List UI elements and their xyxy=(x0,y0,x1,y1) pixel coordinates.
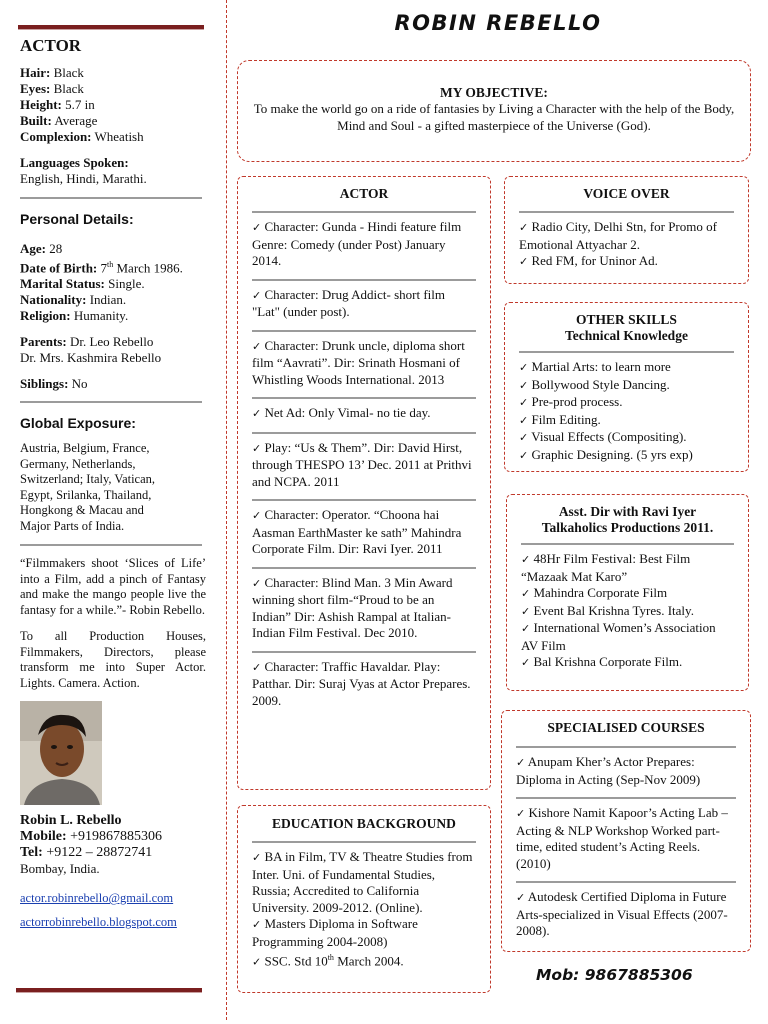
contact-block xyxy=(20,813,206,930)
divider xyxy=(252,397,476,399)
skills-title: OTHER SKILLS xyxy=(576,312,677,327)
divider xyxy=(516,797,736,799)
check-icon: ✓ xyxy=(252,221,262,234)
list-item: ✓ Net Ad: Only Vimal- no tie day. xyxy=(252,405,431,420)
list-item: ✓ Bollywood Style Dancing. xyxy=(519,376,670,392)
divider xyxy=(20,401,202,403)
list-item: ✓ Radio City, Delhi Stn, for Promo of Emotional Attyachar 2. xyxy=(519,219,717,252)
check-icon: ✓ xyxy=(252,955,262,969)
attr-eyes: Eyes: Black xyxy=(20,81,84,96)
quote: “Filmmakers shoot ‘Slices of Life’ into a Film, add a pinch of Fantasy and make the mango people live the fantasy for a while.”- Robin Rebello. xyxy=(20,556,206,617)
list-item: ✓ Anupam Kher’s Actor Prepares: Diploma in Acting (Sep-Nov 2009) xyxy=(516,754,701,787)
check-icon: ✓ xyxy=(521,656,531,669)
attr-complexion: Complexion: Wheatish xyxy=(20,129,144,144)
list-item: ✓ Character: Traffic Havaldar. Play: Patthar. Dir: Suraj Vyas at Actor Prepares. 2009. xyxy=(252,658,471,708)
contact-name: Robin L. Rebello xyxy=(20,813,122,829)
divider xyxy=(252,499,476,501)
list-item: ✓ Martial Arts: to learn more xyxy=(519,359,671,374)
asst-title: Asst. Dir with Ravi Iyer xyxy=(558,504,697,519)
divider xyxy=(516,881,736,883)
check-icon: ✓ xyxy=(521,622,531,635)
list-item: ✓ Character: Operator. “Choona hai Aasman EarthMaster ke sath” Mahindra Corporate Film. Dir: Ravi Iyer. 2011 xyxy=(252,507,462,556)
contact-city: Bombay, India. xyxy=(20,861,100,877)
check-icon: ✓ xyxy=(521,604,531,618)
blog-link[interactable]: actorrobinrebello.blogspot.com xyxy=(20,915,177,930)
check-icon: ✓ xyxy=(519,448,529,462)
list-item: ✓ Bal Krishna Corporate Film. xyxy=(521,654,683,669)
page-title: ROBIN REBELLO xyxy=(394,11,602,35)
divider xyxy=(252,211,476,213)
objective-box xyxy=(237,60,751,162)
divider xyxy=(20,544,202,546)
education-title: EDUCATION BACKGROUND xyxy=(272,816,456,831)
actor-box xyxy=(237,176,491,790)
list-item: ✓ 48Hr Film Festival: Best Film “Mazaak Mat Karo” xyxy=(521,551,691,584)
check-icon: ✓ xyxy=(519,255,529,268)
check-icon: ✓ xyxy=(252,441,262,455)
voice-over-title: VOICE OVER xyxy=(583,186,670,201)
physical-attributes xyxy=(20,65,206,145)
specialised-courses-box xyxy=(501,710,751,952)
list-item: ✓ Kishore Namit Kapoor’s Acting Lab – Acting & NLP Workshop Worked part-time, edited student’s Acting Reels. (2010) xyxy=(516,805,728,871)
objective-text: To make the world go on a ride of fantasies by Living a Character with the help of the Body, Mind and Soul - a gifted masterpiece of the Universe (God). xyxy=(253,101,735,133)
role-heading: ACTOR xyxy=(20,36,82,55)
divider xyxy=(252,567,476,569)
global-exposure-heading: Global Exposure: xyxy=(20,415,136,432)
check-icon: ✓ xyxy=(252,576,262,590)
personal-details-heading: Personal Details: xyxy=(20,211,134,227)
list-item: ✓ International Women’s Association AV Film xyxy=(521,620,716,653)
skills-subtitle: Technical Knowledge xyxy=(565,328,688,343)
attr-height: Height: 5.7 in xyxy=(20,97,95,112)
check-icon: ✓ xyxy=(519,431,529,444)
divider xyxy=(20,197,202,199)
list-item: ✓ Masters Diploma in Software Programming 2004-2008) xyxy=(252,916,418,949)
divider xyxy=(521,543,734,545)
check-icon: ✓ xyxy=(252,851,262,864)
list-item: ✓ Character: Drug Addict- short film "Lat" (under post). xyxy=(252,286,445,319)
global-exposure-list: Austria, Belgium, France, Germany, Netherlands, Switzerland; Italy, Vatican, Egypt, Srilanka, Thailand, Hongkong & Macau and Major Parts of India. xyxy=(20,441,156,533)
divider xyxy=(252,841,476,843)
check-icon: ✓ xyxy=(519,378,529,392)
sidebar xyxy=(0,0,227,1020)
check-icon: ✓ xyxy=(252,509,262,522)
voice-over-box xyxy=(504,176,749,284)
asst-director-box xyxy=(506,494,749,691)
check-icon: ✓ xyxy=(516,807,526,820)
divider xyxy=(252,651,476,653)
check-icon: ✓ xyxy=(519,396,529,409)
check-icon: ✓ xyxy=(521,553,531,566)
check-icon: ✓ xyxy=(521,587,531,600)
check-icon: ✓ xyxy=(519,361,529,374)
divider xyxy=(516,746,736,748)
list-item: ✓ Character: Gunda - Hindi feature film Genre: Comedy (under Post) January 2014. xyxy=(252,219,462,268)
check-icon: ✓ xyxy=(519,413,529,427)
list-item: ✓ Visual Effects (Compositing). xyxy=(519,429,687,444)
list-item: ✓ BA in Film, TV & Theatre Studies from Inter. Uni. of Fundamental Studies, Russia; Accredited to California University. 2009-2012. (Online). xyxy=(252,849,473,915)
check-icon: ✓ xyxy=(252,660,262,674)
check-icon: ✓ xyxy=(519,221,529,234)
list-item: ✓ Pre-prod process. xyxy=(519,394,623,409)
list-item: ✓ Film Editing. xyxy=(519,411,601,427)
other-skills-box xyxy=(504,302,749,472)
profile-photo xyxy=(20,701,102,805)
list-item: ✓ Character: Blind Man. 3 Min Award winning short film-“Proud to be an Indian” Dir: Ashish Rampal at Italian-Indian Film Festival. Dec 2010. xyxy=(252,574,453,640)
check-icon: ✓ xyxy=(516,891,526,904)
divider xyxy=(252,330,476,332)
appeal-text: To all Production Houses, Filmmakers, Directors, please transform me into Super Actor. Lights. Camera. Action. xyxy=(20,629,206,690)
check-icon: ✓ xyxy=(252,339,262,353)
list-item: ✓ Character: Drunk uncle, diploma short film “Aavrati”. Dir: Srinath Hosmani of Whistling Woods International. 2013 xyxy=(252,337,465,387)
personal-details: Age: 28 Date of Birth: 7th March 1986. Marital Status: Single. Nationality: Indian. Religion: Humanity. Parents: Dr. Leo Rebello Dr. Mrs. Kashmira Rebello Siblings: No xyxy=(20,241,183,392)
contact-tel: Tel: +9122 – 28872741 xyxy=(20,845,153,861)
bottom-rule xyxy=(16,988,202,993)
list-item: ✓ Autodesk Certified Diploma in Future Arts-specialized in Visual Effects (2007-2008). xyxy=(516,889,728,938)
divider xyxy=(252,432,476,434)
attr-built: Built: Average xyxy=(20,113,98,128)
check-icon: ✓ xyxy=(252,918,262,931)
footer-mobile: Mob: 9867885306 xyxy=(536,966,693,984)
list-item: ✓ Red FM, for Uninor Ad. xyxy=(519,253,658,268)
check-icon: ✓ xyxy=(252,407,262,420)
top-rule xyxy=(18,25,204,30)
attr-hair: Hair: Black xyxy=(20,65,84,80)
list-item: ✓ Graphic Designing. (5 yrs exp) xyxy=(519,446,693,462)
list-item: ✓ Mahindra Corporate Film xyxy=(521,585,668,600)
profile-photo-image xyxy=(20,701,102,805)
check-icon: ✓ xyxy=(252,288,262,302)
divider xyxy=(519,351,734,353)
education-box xyxy=(237,805,491,993)
asst-subtitle: Talkaholics Productions 2011. xyxy=(541,520,714,535)
email-link[interactable]: actor.robinrebello@gmail.com xyxy=(20,891,174,906)
check-icon: ✓ xyxy=(516,756,526,769)
list-item: ✓ SSC. Std 10th March 2004. xyxy=(252,953,404,969)
divider xyxy=(519,211,734,213)
objective-title: MY OBJECTIVE: xyxy=(440,85,548,100)
list-item: ✓ Play: “Us & Them”. Dir: David Hirst, through THESPO 13’ Dec. 2011 at Prithvi and NCPA. 2011 xyxy=(252,439,472,489)
divider xyxy=(252,279,476,281)
languages: Languages Spoken: English, Hindi, Marathi. xyxy=(20,155,147,186)
actor-title: ACTOR xyxy=(339,186,389,201)
courses-title: SPECIALISED COURSES xyxy=(547,720,705,735)
list-item: ✓ Event Bal Krishna Tyres. Italy. xyxy=(521,602,694,618)
contact-mobile: Mobile: +919867885306 xyxy=(20,829,163,845)
